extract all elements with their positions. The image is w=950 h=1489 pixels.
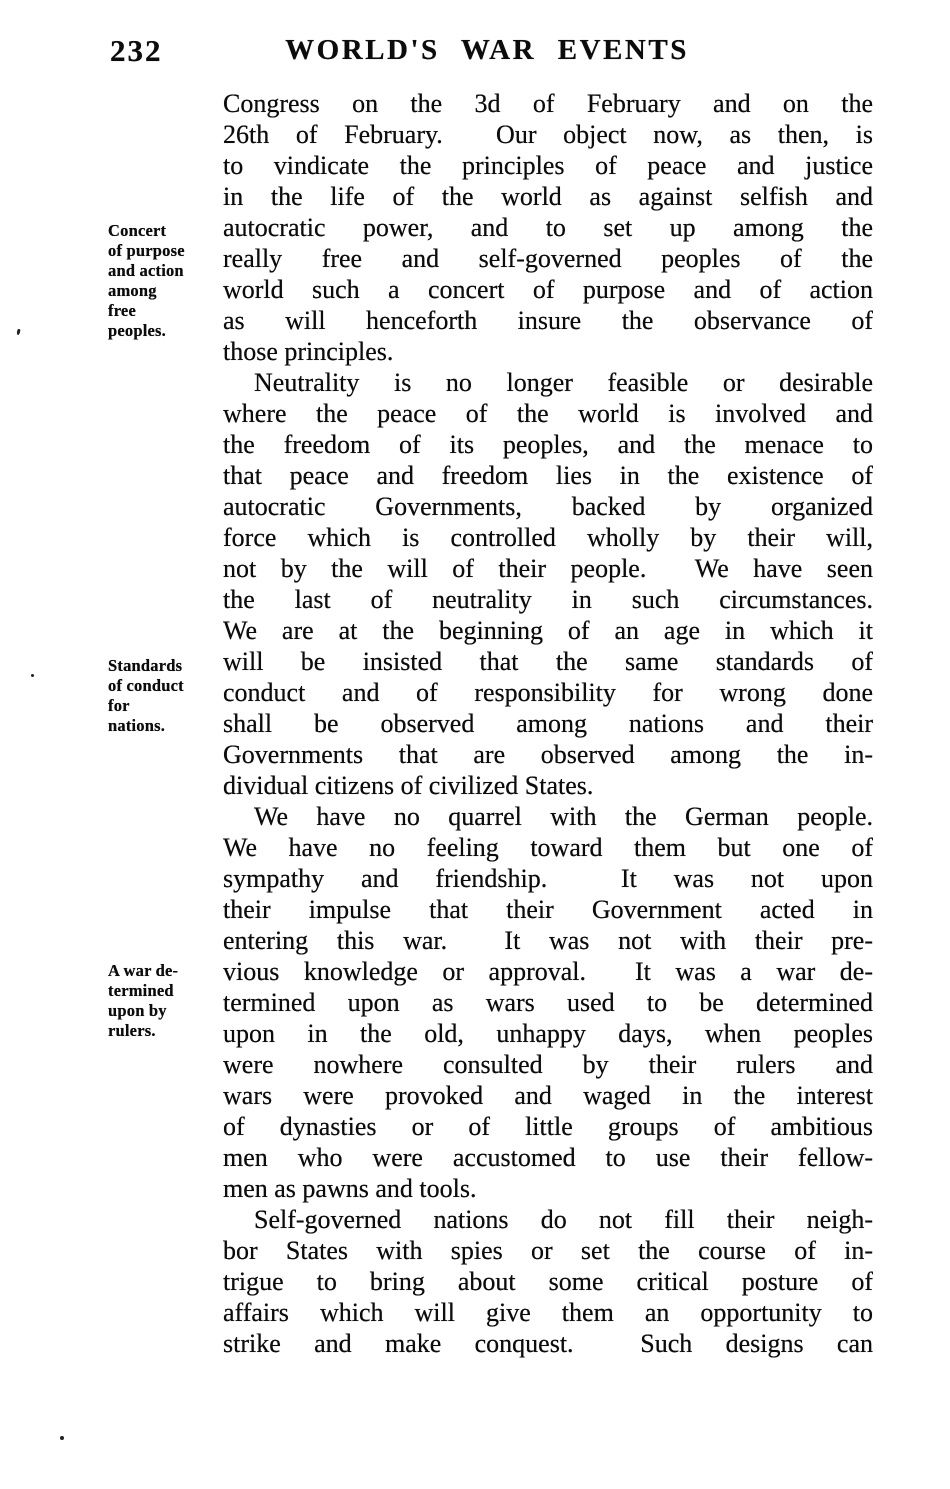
text-line: trigue to bring about some critical posture of — [223, 1267, 873, 1296]
sidenote-line: and action — [108, 261, 184, 280]
ink-speck — [16, 329, 20, 335]
text-line: their impulse that their Government acted in — [223, 895, 873, 924]
sidenote-line: Standards — [108, 656, 183, 675]
sidenote-line: upon by — [108, 1001, 167, 1020]
sidenote — [108, 961, 220, 1041]
text-line: We are at the beginning of an age in which it — [223, 616, 873, 645]
text-line: to vindicate the principles of peace and justice — [223, 151, 873, 180]
text-line: men as pawns and tools. — [223, 1174, 477, 1203]
text-line: Governments that are observed among the in- — [223, 740, 873, 769]
text-line: sympathy and friendship. It was not upon — [223, 864, 873, 893]
sidenote-line: among — [108, 281, 157, 300]
sidenote-line: nations. — [108, 716, 166, 735]
sidenote — [108, 221, 220, 341]
text-line: conduct and of responsibility for wrong done — [223, 678, 873, 707]
text-line: that peace and freedom lies in the existence of — [223, 461, 873, 490]
sidenote-line: Concert — [108, 221, 167, 240]
text-line: We have no quarrel with the German people. — [254, 802, 873, 831]
text-line: in the life of the world as against selfish and — [223, 182, 873, 211]
sidenote-line: termined — [108, 981, 174, 1000]
sidenote-line: peoples. — [108, 321, 166, 340]
text-line: of dynasties or of little groups of ambitious — [223, 1112, 873, 1141]
text-line: termined upon as wars used to be determined — [223, 988, 873, 1017]
text-line: really free and self-governed peoples of the — [223, 244, 873, 273]
text-line: entering this war. It was not with their pre- — [223, 926, 873, 955]
text-line: We have no feeling toward them but one of — [223, 833, 873, 862]
ink-speck — [60, 1436, 64, 1440]
sidenote-line: free — [108, 301, 136, 320]
text-line: shall be observed among nations and their — [223, 709, 873, 738]
text-line: the last of neutrality in such circumstances. — [223, 585, 873, 614]
text-line: dividual citizens of civilized States. — [223, 771, 594, 800]
text-line: Neutrality is no longer feasible or desirable — [254, 368, 873, 397]
text-line: were nowhere consulted by their rulers and — [223, 1050, 873, 1079]
text-line: Congress on the 3d of February and on the — [223, 89, 873, 118]
text-line: men who were accustomed to use their fellow- — [223, 1143, 873, 1172]
text-line: those principles. — [223, 337, 394, 366]
text-line: upon in the old, unhappy days, when peoples — [223, 1019, 873, 1048]
text-line: vious knowledge or approval. It was a war de- — [223, 957, 873, 986]
text-line: force which is controlled wholly by their will, — [223, 523, 873, 552]
running-header-title: WORLD'S WAR EVENTS — [285, 34, 689, 66]
text-line: not by the will of their people. We have seen — [223, 554, 873, 583]
sidenote-line: rulers. — [108, 1021, 156, 1040]
text-line: wars were provoked and waged in the interest — [223, 1081, 873, 1110]
text-line: affairs which will give them an opportunity to — [223, 1298, 873, 1327]
text-line: world such a concert of purpose and of action — [223, 275, 873, 304]
text-line: autocratic Governments, backed by organized — [223, 492, 873, 521]
body-text — [223, 88, 873, 1359]
text-line: bor States with spies or set the course of in- — [223, 1236, 873, 1265]
sidenote — [108, 656, 220, 736]
text-line: strike and make conquest. Such designs can — [223, 1329, 873, 1358]
text-line: the freedom of its peoples, and the menace to — [223, 430, 873, 459]
sidenote-line: of conduct — [108, 676, 184, 695]
ink-speck — [31, 674, 34, 677]
text-line: will be insisted that the same standards of — [223, 647, 873, 676]
text-line: as will henceforth insure the observance of — [223, 306, 873, 335]
text-line: Self-governed nations do not fill their neigh- — [254, 1205, 873, 1234]
sidenote-line: of purpose — [108, 241, 185, 260]
text-line: autocratic power, and to set up among the — [223, 213, 873, 242]
page-number: 232 — [110, 33, 163, 68]
text-line: where the peace of the world is involved and — [223, 399, 873, 428]
text-line: 26th of February. Our object now, as then, is — [223, 120, 873, 149]
sidenote-line: for — [108, 696, 130, 715]
sidenote-line: A war de- — [108, 961, 179, 980]
